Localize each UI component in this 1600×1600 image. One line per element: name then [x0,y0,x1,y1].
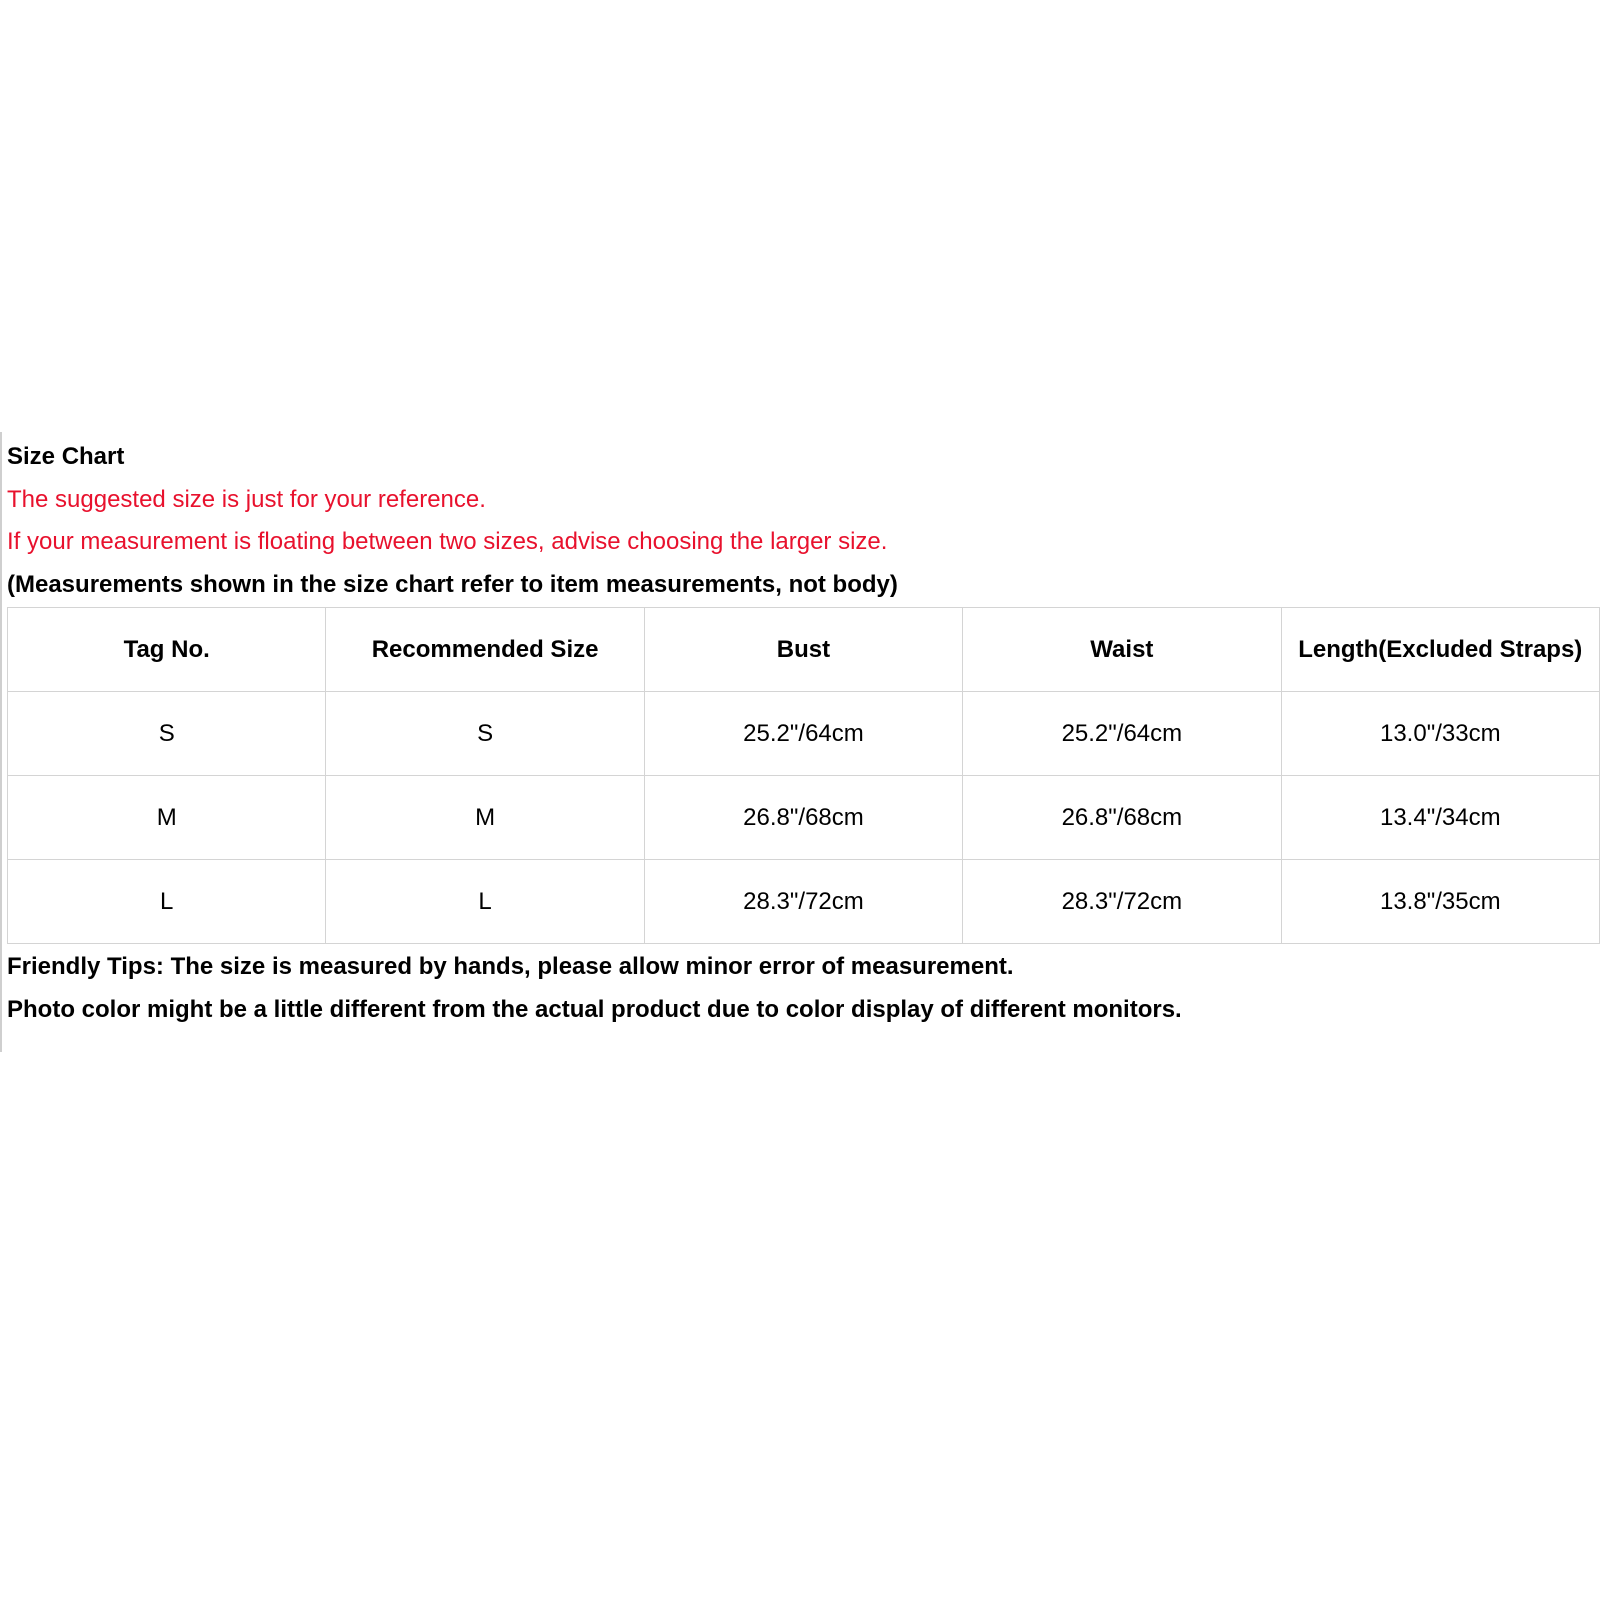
size-table [7,607,1600,944]
measurement-note: (Measurements shown in the size chart refer to item measurements, not body) [7,570,898,598]
friendly-tips: Friendly Tips: The size is measured by hands, please allow minor error of measurement. [7,953,1014,980]
photo-color-note: Photo color might be a little different from the actual product due to color display of different monitors. [7,995,1182,1023]
table-row [8,692,1600,776]
tag-no-cell: L [8,860,326,944]
larger-size-advice: If your measurement is floating between two sizes, advise choosing the larger size. [7,528,888,555]
length-cell: 13.8"/35cm [1281,860,1599,944]
waist-cell: 25.2"/64cm [963,692,1281,776]
size-chart-title: Size Chart [7,443,125,470]
waist-cell: 28.3"/72cm [963,860,1281,944]
length-cell: 13.4"/34cm [1281,776,1599,860]
recommended-size-cell: S [326,692,644,776]
size-chart-section [7,436,1600,1031]
table-row [8,776,1600,860]
reference-note: The suggested size is just for your reference. [7,485,486,513]
column-header-tag-no: Tag No. [8,608,326,692]
bust-cell: 26.8"/68cm [644,776,962,860]
column-header-waist: Waist [963,608,1281,692]
table-row [8,860,1600,944]
recommended-size-cell: L [326,860,644,944]
tag-no-cell: S [8,692,326,776]
bust-cell: 28.3"/72cm [644,860,962,944]
length-cell: 13.0"/33cm [1281,692,1599,776]
column-header-length: Length(Excluded Straps) [1281,608,1599,692]
column-header-bust: Bust [644,608,962,692]
table-header-row [8,608,1600,692]
left-divider [0,432,2,1052]
tag-no-cell: M [8,776,326,860]
waist-cell: 26.8"/68cm [963,776,1281,860]
recommended-size-cell: M [326,776,644,860]
bust-cell: 25.2"/64cm [644,692,962,776]
column-header-recommended-size: Recommended Size [326,608,644,692]
